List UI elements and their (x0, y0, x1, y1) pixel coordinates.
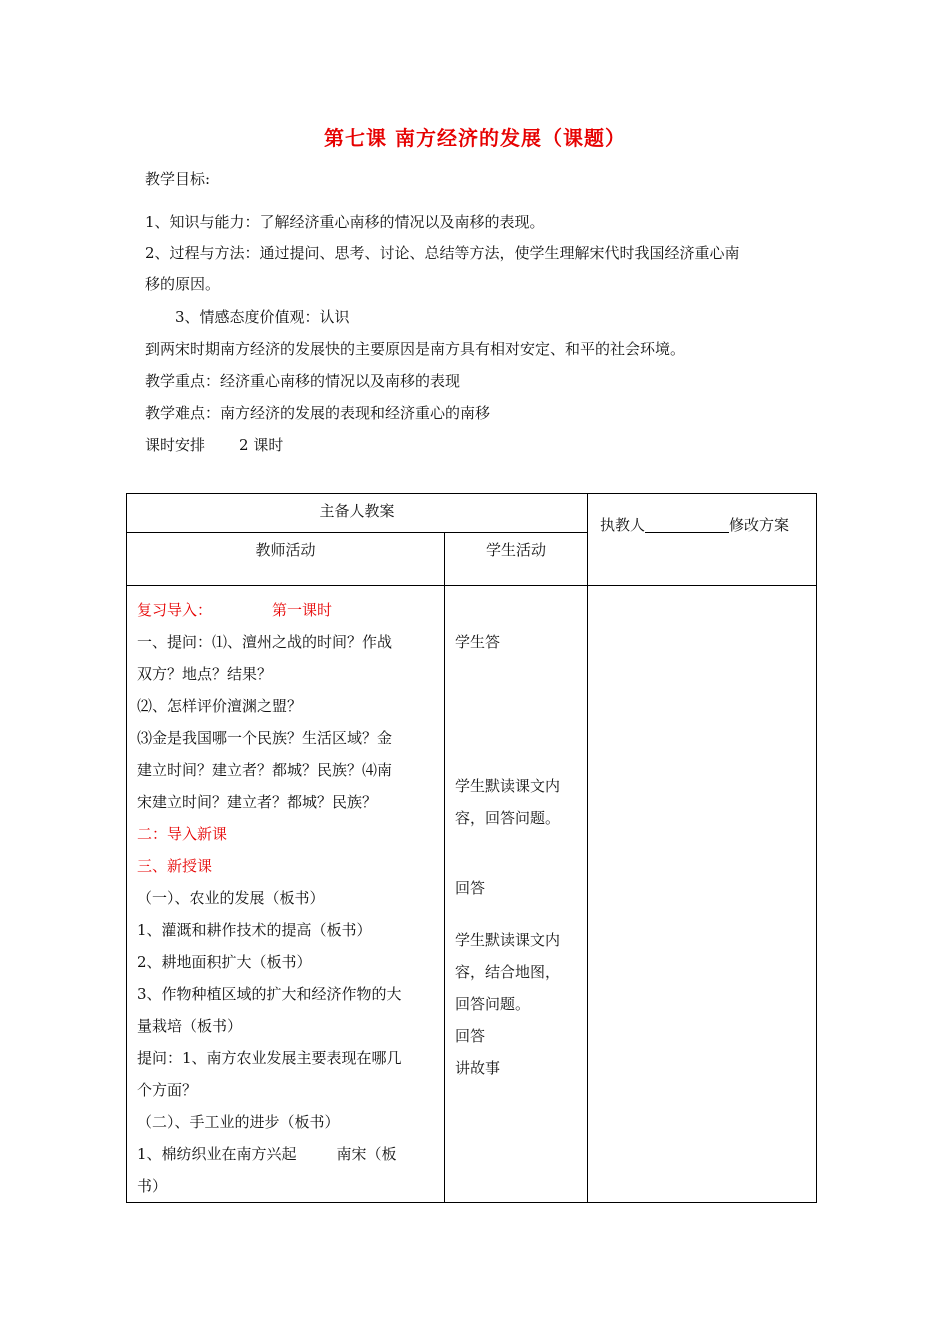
student-line: 容，回答问题。 (455, 809, 561, 827)
student-line: 回答问题。 (455, 995, 531, 1013)
teacher-line: 量栽培（板书） (137, 1017, 243, 1035)
teacher-line: 建立时间？建立者？都城？民族？⑷南 (137, 761, 393, 779)
schedule (145, 434, 283, 455)
student-line: 回答 (455, 1027, 486, 1045)
review-intro: 复习导入： 第一课时 (137, 601, 333, 619)
page-title: 第七课 南方经济的发展（课题） (324, 126, 626, 150)
student-activity-cell (445, 586, 588, 1203)
main-preparer-header: 主备人教案 (127, 494, 588, 533)
executor-label: 执教人 (600, 516, 646, 534)
teacher-line: 个方面？ (137, 1081, 198, 1099)
teacher-line: （一）、农业的发展（板书） (137, 889, 325, 907)
schedule-label: 课时安排 (145, 436, 206, 454)
teacher-activity-header: 教师活动 (127, 533, 445, 586)
student-line: 学生默读课文内 (455, 931, 561, 949)
teacher-line: 双方？地点？结果？ (137, 665, 273, 683)
difficulty: 教学难点：南方经济的发展的表现和经济重心的南移 (145, 404, 491, 422)
objectives-heading: 教学目标: (145, 170, 211, 188)
objective-knowledge: 1、知识与能力：了解经济重心南移的情况以及南移的表现。 (145, 213, 545, 231)
objective-process-line2: 移的原因。 (145, 275, 221, 293)
objective-process-line1: 2、过程与方法：通过提问、思考、讨论、总结等方法，使学生理解宋代时我国经济重心南 (145, 244, 740, 262)
teacher-activity-cell (127, 586, 445, 1203)
teacher-line: （二）、手工业的进步（板书） (137, 1113, 340, 1131)
student-line: 学生答 (455, 633, 501, 651)
student-line: 学生默读课文内 (455, 777, 561, 795)
revision-label: 修改方案 (729, 516, 790, 534)
revision-cell (588, 586, 817, 1203)
student-activity-header: 学生活动 (445, 533, 588, 586)
objective-attitude-line2: 到两宋时期南方经济的发展快的主要原因是南方具有相对安定、和平的社会环境。 (145, 340, 686, 358)
executor-blank (645, 516, 729, 533)
section-heading: 三、新授课 (137, 857, 213, 875)
student-line: 容，结合地图， (455, 963, 561, 981)
teacher-line: 一、提问：⑴、澶州之战的时间？作战 (137, 633, 393, 651)
teacher-line: 2、耕地面积扩大（板书） (137, 953, 312, 971)
teacher-line: 宋建立时间？建立者？都城？民族？ (137, 793, 378, 811)
teacher-line: 1、棉纺织业在南方兴起 南宋（板 (137, 1145, 397, 1163)
schedule-value: 2 课时 (239, 436, 284, 454)
lesson-plan-table (126, 493, 817, 1203)
teacher-line: ⑵、怎样评价澶渊之盟？ (137, 697, 303, 715)
key-point: 教学重点：经济重心南移的情况以及南移的表现 (145, 372, 461, 390)
teacher-line: ⑶金是我国哪一个民族？生活区域？金 (137, 729, 393, 747)
student-line: 回答 (455, 879, 486, 897)
section-heading: 二：导入新课 (137, 825, 228, 843)
student-line: 讲故事 (455, 1059, 501, 1077)
teacher-line: 1、灌溉和耕作技术的提高（板书） (137, 921, 372, 939)
teacher-line: 书） (137, 1177, 168, 1195)
teacher-line: 3、作物种植区域的扩大和经济作物的大 (137, 985, 402, 1003)
objective-attitude-line1: 3、情感态度价值观：认识 (175, 308, 350, 326)
teacher-line: 提问：1、南方农业发展主要表现在哪几 (137, 1049, 402, 1067)
executor-revision-header (588, 494, 817, 586)
